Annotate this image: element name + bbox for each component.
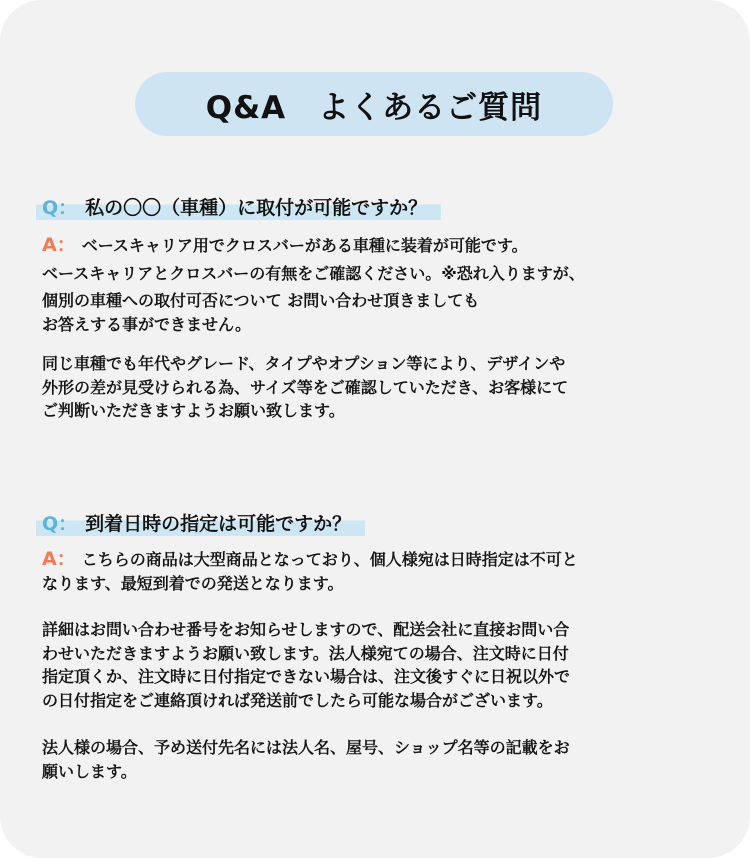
answer-2-line-2: なります、最短到着での発送となります。	[42, 573, 344, 593]
answer-1	[42, 234, 722, 336]
answer-1-paragraph-1	[42, 352, 712, 423]
question-2-text: 到着日時の指定は可能ですか？	[85, 513, 352, 535]
page-title: Q&A よくあるご質問	[135, 72, 613, 136]
answer-2	[42, 548, 722, 595]
answer-2-line-1-text: こちらの商品は大型商品となっており、個人様宛は日時指定は不可と	[81, 550, 578, 569]
q-marker: Q：	[42, 197, 78, 219]
answer-1-line-3: 個別の車種への取付可否について お問い合わせ頂きましても	[42, 291, 480, 310]
a-marker: A：	[42, 234, 76, 256]
a-marker: A：	[42, 548, 76, 570]
q-marker: Q：	[42, 513, 78, 535]
question-1	[36, 186, 441, 220]
question-1-text: 私の〇〇（車種）に取付が可能ですか？	[85, 197, 428, 219]
paragraph-line: の日付指定をご連絡頂ければ発送前でしたら可能な場合がございます。	[42, 690, 553, 710]
answer-1-line-1	[42, 234, 722, 258]
answer-2-paragraph-1	[42, 618, 712, 712]
answer-2-paragraph-2	[42, 736, 712, 783]
paragraph-line: 同じ車種でも年代やグレード、タイプやオプション等により、デザインや	[42, 354, 566, 373]
paragraph-line: 詳細はお問い合わせ番号をお知らせしますので、配送会社に直接お問い合	[42, 620, 570, 639]
paragraph-line: わせいただきますようお願い致します。法人様宛ての場合、注文時に日付	[42, 643, 569, 663]
answer-1-line-4: お答えする事ができません。	[42, 314, 251, 334]
question-2	[36, 502, 365, 536]
paragraph-line: 願いします。	[42, 761, 137, 781]
paragraph-line: ご判断いただきますようお願い致します。	[42, 401, 345, 420]
answer-1-line-1-text: ベースキャリア用でクロスバーがある車種に装着が可能です。	[81, 236, 528, 255]
paragraph-line: 法人様の場合、予め送付先名には法人名、屋号、ショップ名等の記載をお	[42, 738, 570, 757]
paragraph-line: 外形の差が見受けられる為、サイズ等をご確認していただき、お客様にて	[42, 377, 569, 397]
answer-2-line-1	[42, 548, 722, 572]
answer-1-line-2: ベースキャリアとクロスバーの有無をご確認ください。※恐れ入りますが、	[42, 263, 585, 283]
paragraph-line: 指定頂くか、注文時に日付指定できない場合は、注文後すぐに日祝以外で	[42, 667, 571, 686]
